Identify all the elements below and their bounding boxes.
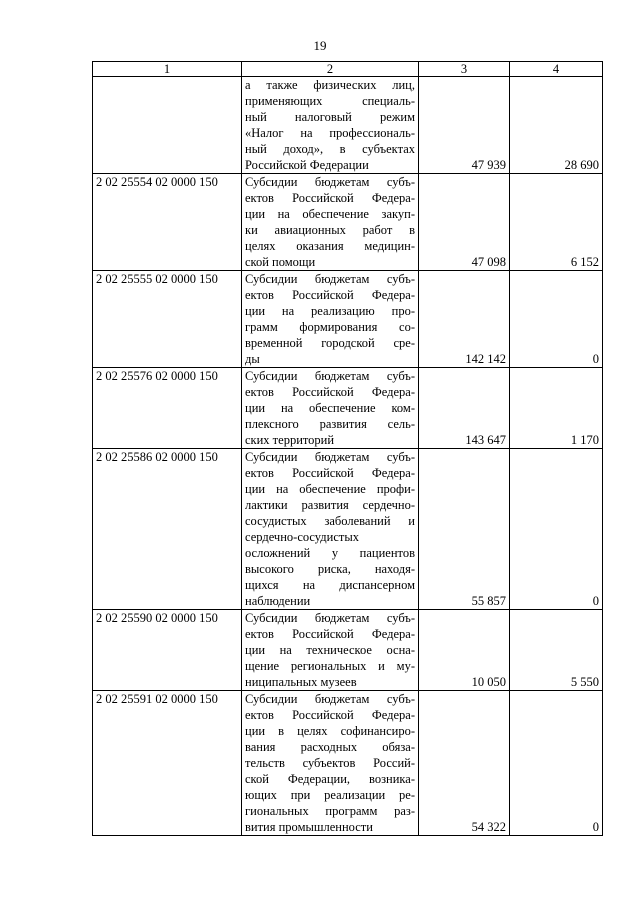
description-line: ный налоговый режим	[245, 110, 415, 124]
description-line: ской Федерации, возника-	[245, 772, 415, 786]
description-line: ской помощи	[245, 255, 316, 269]
description-cell	[242, 174, 419, 271]
amount-col3-cell: 143 647	[419, 368, 510, 449]
description-cell	[242, 77, 419, 174]
description-line: сосудистых заболеваний и	[245, 514, 415, 528]
description-line: плексного развития сель-	[245, 417, 415, 431]
description-line: лактики развития сердечно-	[245, 498, 415, 512]
table-row	[93, 271, 603, 368]
page-number: 19	[313, 38, 327, 53]
description-line: ции на обеспечение профи-	[245, 482, 415, 496]
amount-col3-cell: 10 050	[419, 610, 510, 691]
description-line: гиональных программ раз-	[245, 804, 415, 818]
description-line: применяющих специаль-	[245, 94, 415, 108]
description-line: осложнений у пациентов	[245, 546, 415, 560]
description-cell	[242, 691, 419, 836]
table-row	[93, 691, 603, 836]
description-line: Российской Федерации	[245, 158, 369, 172]
description-line: «Налог на профессиональ-	[245, 126, 415, 140]
description-line: Субсидии бюджетам субъ-	[245, 175, 415, 189]
description-line: Субсидии бюджетам субъ-	[245, 369, 415, 383]
description-line: Субсидии бюджетам субъ-	[245, 450, 415, 464]
description-line: высокого риска, находя-	[245, 562, 415, 576]
description-line: временной городской сре-	[245, 336, 415, 350]
description-line: щихся на диспансерном	[245, 578, 415, 592]
column-header-3: 3	[419, 62, 510, 77]
amount-col3-cell: 54 322	[419, 691, 510, 836]
description-line: ектов Российской Федера-	[245, 708, 415, 722]
amount-col4-cell: 1 170	[510, 368, 603, 449]
amount-col3-cell: 47 098	[419, 174, 510, 271]
amount-col3-cell: 47 939	[419, 77, 510, 174]
table-row	[93, 610, 603, 691]
description-line: Субсидии бюджетам субъ-	[245, 272, 415, 286]
table-row	[93, 449, 603, 610]
description-line: ции на обеспечение ком-	[245, 401, 415, 415]
description-line: ды	[245, 352, 260, 366]
description-line: вания расходных обяза-	[245, 740, 415, 754]
description-cell	[242, 449, 419, 610]
budget-code-cell: 2 02 25590 02 0000 150	[93, 610, 242, 691]
description-line: ектов Российской Федера-	[245, 466, 415, 480]
amount-col4-cell: 0	[510, 691, 603, 836]
description-line: наблюдении	[245, 594, 311, 608]
description-line: щение региональных и му-	[245, 659, 415, 673]
budget-code-cell	[93, 77, 242, 174]
description-line: ки авиационных работ в	[245, 223, 415, 237]
column-header-1: 1	[93, 62, 242, 77]
description-cell	[242, 368, 419, 449]
description-line: ный доход», в субъектах	[245, 142, 415, 156]
budget-code-cell: 2 02 25591 02 0000 150	[93, 691, 242, 836]
description-line: ции на реализацию про-	[245, 304, 415, 318]
description-cell	[242, 271, 419, 368]
description-line: ции в целях софинансиро-	[245, 724, 415, 738]
amount-col3-cell: 142 142	[419, 271, 510, 368]
description-line: ских территорий	[245, 433, 335, 447]
amount-col4-cell: 6 152	[510, 174, 603, 271]
amount-col3-cell: 55 857	[419, 449, 510, 610]
amount-col4-cell: 5 550	[510, 610, 603, 691]
description-line: грамм формирования со-	[245, 320, 415, 334]
amount-col4-cell: 0	[510, 271, 603, 368]
description-line: а также физических лиц,	[245, 78, 415, 92]
description-line: сердечно-сосудистых	[245, 530, 359, 544]
budget-table	[92, 61, 603, 836]
description-line: ектов Российской Федера-	[245, 191, 415, 205]
description-line: ектов Российской Федера-	[245, 627, 415, 641]
description-line: ектов Российской Федера-	[245, 288, 415, 302]
table-row	[93, 174, 603, 271]
amount-col4-cell: 0	[510, 449, 603, 610]
description-line: целях оказания медицин-	[245, 239, 415, 253]
budget-code-cell: 2 02 25576 02 0000 150	[93, 368, 242, 449]
description-line: ющих при реализации ре-	[245, 788, 415, 802]
table-row	[93, 368, 603, 449]
description-cell	[242, 610, 419, 691]
description-line: ции на техническое осна-	[245, 643, 415, 657]
budget-code-cell: 2 02 25586 02 0000 150	[93, 449, 242, 610]
table-header-row	[93, 62, 603, 77]
column-header-2: 2	[242, 62, 419, 77]
budget-code-cell: 2 02 25555 02 0000 150	[93, 271, 242, 368]
description-line: тельств субъектов Россий-	[245, 756, 415, 770]
description-line: ниципальных музеев	[245, 675, 357, 689]
budget-code-cell: 2 02 25554 02 0000 150	[93, 174, 242, 271]
column-header-4: 4	[510, 62, 603, 77]
description-line: ции на обеспечение закуп-	[245, 207, 415, 221]
table-row	[93, 77, 603, 174]
description-line: Субсидии бюджетам субъ-	[245, 611, 415, 625]
amount-col4-cell: 28 690	[510, 77, 603, 174]
description-line: Субсидии бюджетам субъ-	[245, 692, 415, 706]
description-line: вития промышленности	[245, 820, 373, 834]
description-line: ектов Российской Федера-	[245, 385, 415, 399]
